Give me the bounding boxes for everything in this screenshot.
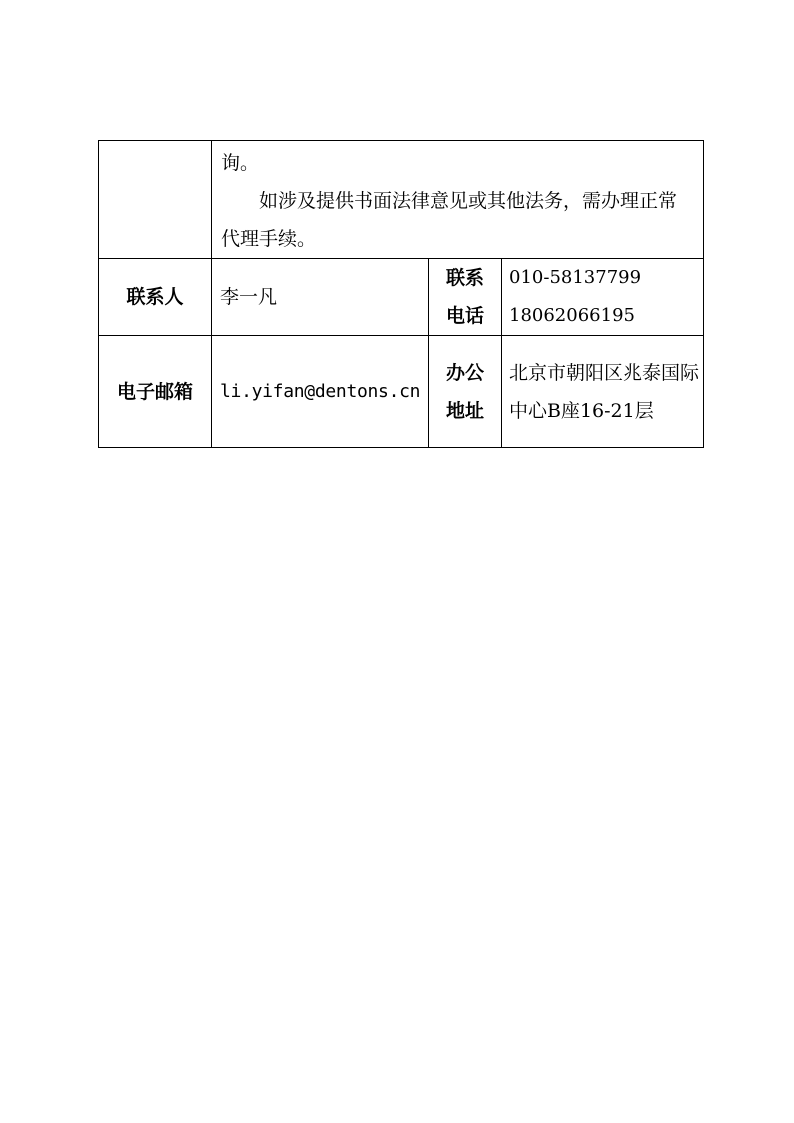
continuation-paragraph: 如涉及提供书面法律意见或其他法务，需办理正常代理手续。 — [221, 190, 678, 250]
info-table — [98, 140, 704, 448]
address-label-line1: 办公 — [445, 361, 484, 384]
contact-row — [99, 259, 704, 336]
contact-person-value: 李一凡 — [212, 259, 429, 336]
continuation-empty-cell — [99, 141, 212, 259]
email-address: li.yifan@dentons.cn — [220, 381, 421, 402]
email-value-cell — [212, 336, 429, 448]
contact-person-label: 联系人 — [99, 259, 212, 336]
phone-number-landline: 010-58137799 — [509, 267, 642, 288]
address-value: 北京市朝阳区兆泰国际中心B座16-21层 — [502, 336, 704, 448]
email-label: 电子邮箱 — [99, 336, 212, 448]
address-label — [429, 336, 502, 448]
continuation-cell — [212, 141, 704, 259]
address-label-line2: 地址 — [445, 399, 484, 422]
phone-label-line2: 电话 — [445, 305, 484, 327]
email-row — [99, 336, 704, 448]
phone-value — [502, 259, 704, 336]
phone-number-mobile: 18062066195 — [509, 305, 635, 326]
continuation-line: 询。 — [221, 152, 260, 174]
continuation-row — [99, 141, 704, 259]
phone-label — [429, 259, 502, 336]
phone-label-line1: 联系 — [445, 267, 484, 289]
